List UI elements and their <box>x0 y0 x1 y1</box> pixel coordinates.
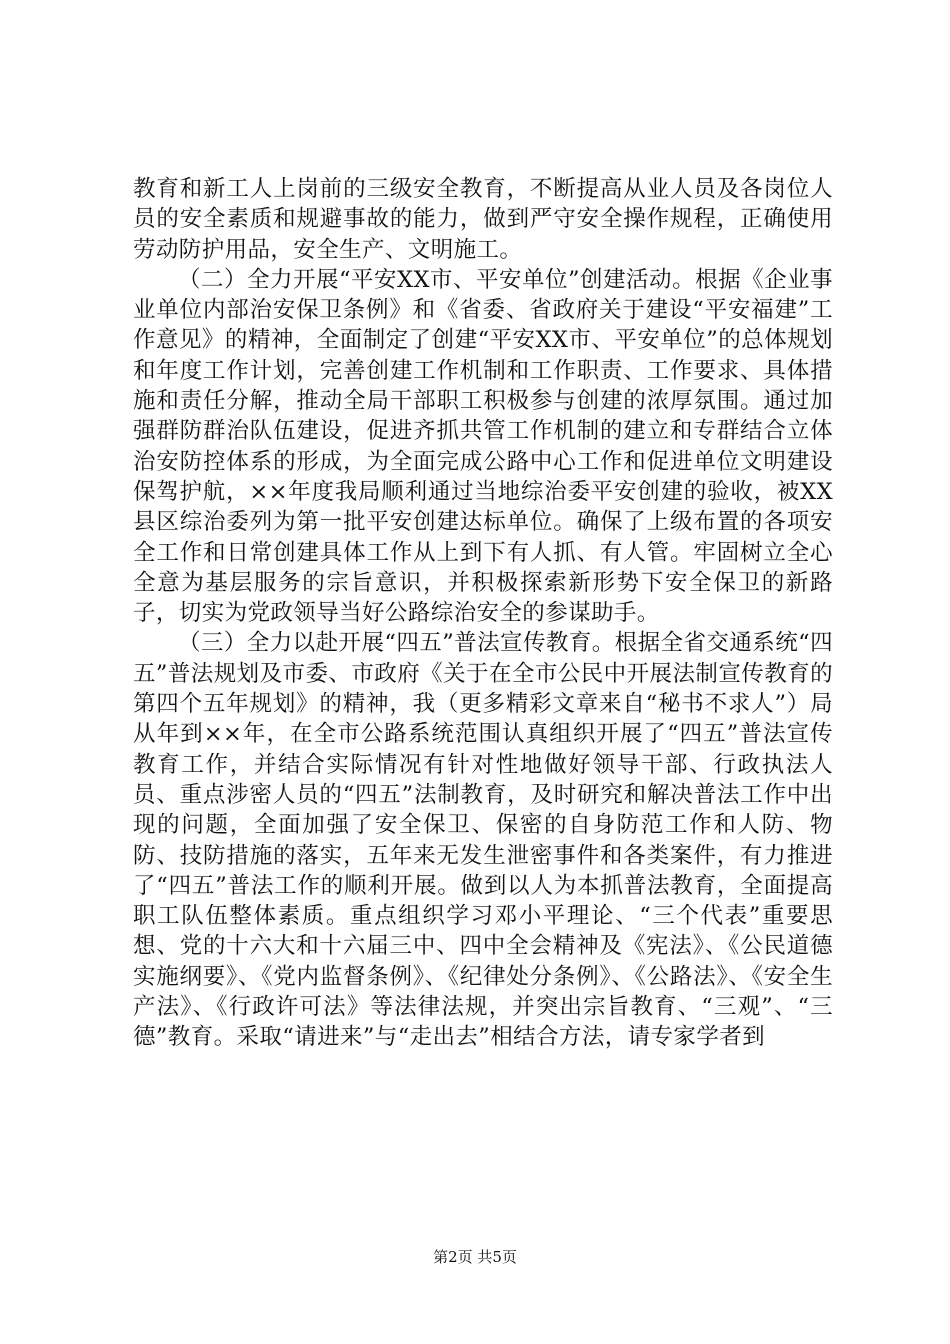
paragraph-continued-safety-education: 教育和新工人上岗前的三级安全教育，不断提高从业人员及各岗位人员的安全素质和规避事故的能力，做到严守安全操作规程，正确使用劳动防护用品，安全生产、文明施工。 <box>133 176 833 263</box>
page-number-footer: 第2页 共5页 <box>433 1248 517 1266</box>
paragraph-ping-an-campaign: （二）全力开展“平安XX市、平安单位”创建活动。根据《企业事业单位内部治安保卫条例》和《省委、省政府关于建设“平安福建”工作意见》的精神，全面制定了创建“平安XX市、平安单位”的总体规划和年度工作计划，完善创建工作机制和工作职责、工作要求、具体措施和责任分解，推动全局干部职工积极参与创建的浓厚氛围。通过加强群防群治队伍建设，促进齐抓共管工作机制的建立和专群结合立体治安防控体系的形成，为全面完成公路中心工作和促进单位文明建设保驾护航，××年度我局顺利通过当地综治委平安创建的验收，被XX县区综治委列为第一批平安创建达标单位。确保了上级布置的各项安全工作和日常创建具体工作从上到下有人抓、有人管。牢固树立全心全意为基层服务的宗旨意识，并积极探索新形势下安全保卫的新路子，切实为党政领导当好公路综治安全的参谋助手。 <box>133 266 833 627</box>
paragraph-legal-education: （三）全力以赴开展“四五”普法宣传教育。根据全省交通系统“四五”普法规划及市委、市政府《关于在全市公民中开展法制宣传教育的第四个五年规划》的精神，我（更多精彩文章来自“秘书不求人”）局从年到××年，在全市公路系统范围认真组织开展了“四五”普法宣传教育工作，并结合实际情况有针对性地做好领导干部、行政执法人员、重点涉密人员的“四五”法制教育，及时研究和解决普法工作中出现的问题，全面加强了安全保卫、保密的自身防范工作和人防、物防、技防措施的落实，五年来无发生泄密事件和各类案件，有力推进了“四五”普法工作的顺利开展。做到以人为本抓普法教育，全面提高职工队伍整体素质。重点组织学习邓小平理论、“三个代表”重要思想、党的十六大和十六届三中、四中全会精神及《宪法》、《公民道德实施纲要》、《党内监督条例》、《纪律处分条例》、《公路法》、《安全生产法》、《行政许可法》等法律法规，并突出宗旨教育、“三观”、“三德”教育。采取“请进来”与“走出去”相结合方法，请专家学者到 <box>133 630 833 1051</box>
document-body <box>133 174 833 1053</box>
